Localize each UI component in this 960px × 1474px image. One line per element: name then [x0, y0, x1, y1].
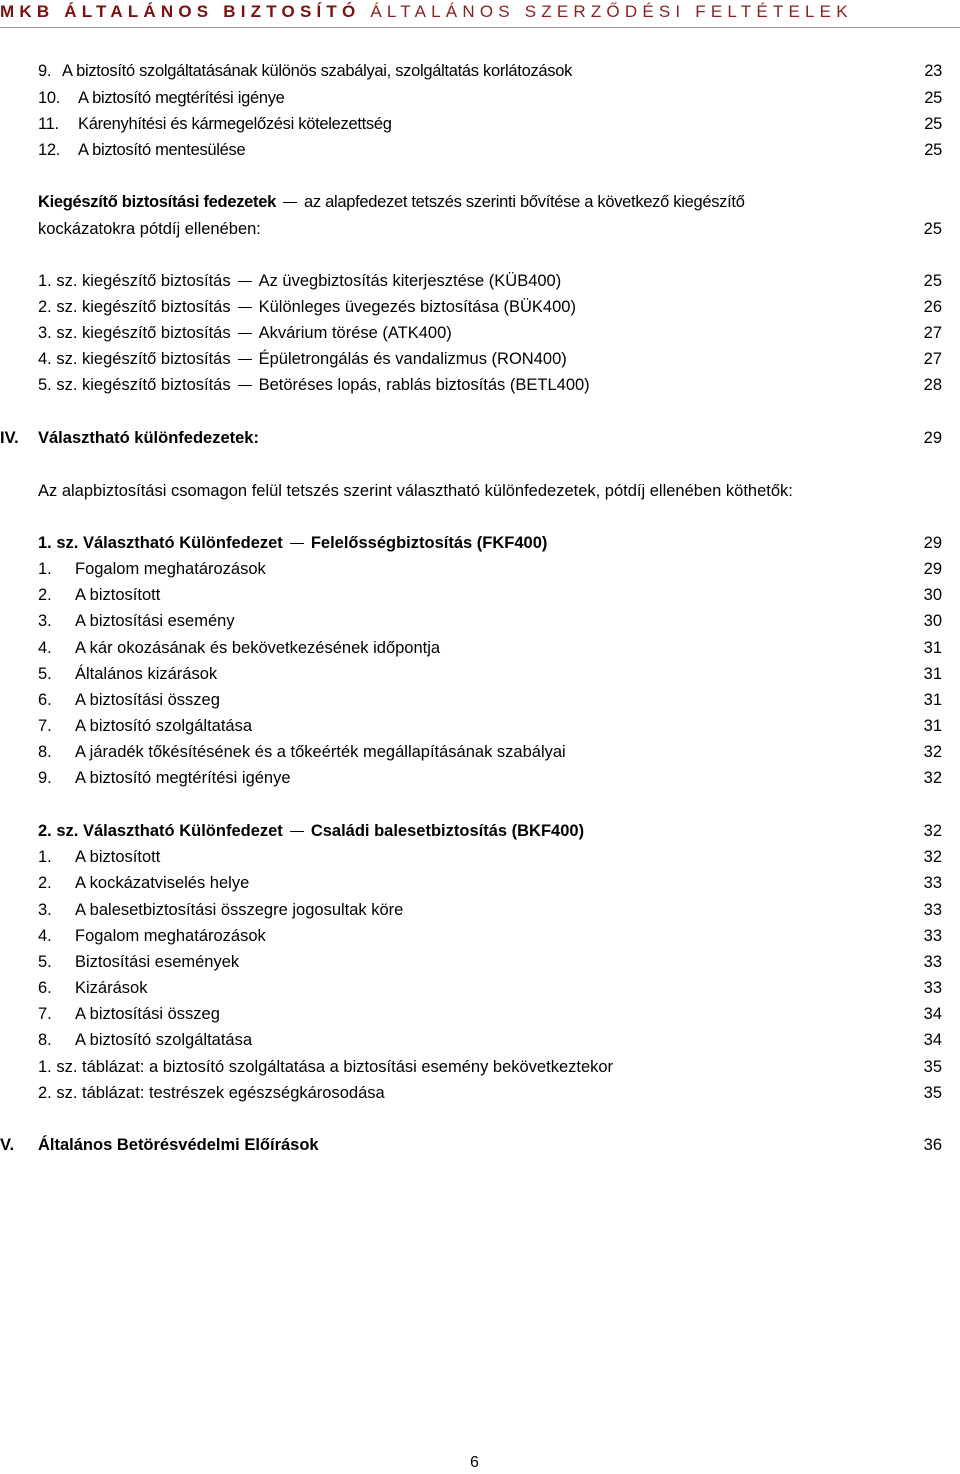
toc-title: A járadék tőkésítésének és a tőkeérték megállapításának szabályai: [75, 743, 566, 761]
toc-entry[interactable]: [0, 924, 960, 948]
toc-title: Betöréses lopás, rablás biztosítás (BETL400): [258, 376, 590, 394]
toc-title: Fogalom meghatározások: [75, 560, 266, 578]
toc-entry[interactable]: [0, 295, 960, 319]
toc-title: Kizárások: [75, 979, 148, 997]
toc-entry[interactable]: [0, 112, 960, 136]
toc-title: Biztosítási események: [75, 953, 240, 971]
toc-title: A balesetbiztosítási összegre jogosultak köre: [75, 901, 404, 919]
toc-page: 30: [923, 612, 942, 630]
toc-number: 5.: [38, 953, 52, 971]
toc-title: A biztosító mentesülése: [78, 141, 246, 159]
toc-number: 12.: [38, 141, 61, 159]
toc-page: 35: [923, 1058, 942, 1076]
toc-page: 31: [923, 717, 942, 735]
toc-page: 30: [923, 586, 942, 604]
toc-entry[interactable]: [0, 86, 960, 110]
toc-title: A biztosító szolgáltatása: [75, 1031, 253, 1049]
toc-number: 9.: [38, 62, 52, 80]
toc-entry[interactable]: [0, 871, 960, 895]
subsection-title: Családi balesetbiztosítás (BKF400): [310, 822, 585, 840]
toc-number: 3.: [38, 901, 52, 919]
toc-number: 10.: [38, 89, 61, 107]
toc-entry[interactable]: [0, 898, 960, 922]
toc-title: A biztosítási összeg: [75, 691, 220, 709]
toc-entry[interactable]: [0, 583, 960, 607]
toc-prefix: 1. sz. kiegészítő biztosítás: [38, 272, 231, 290]
toc-number: 4.: [38, 927, 52, 945]
dash-separator: [283, 202, 297, 203]
toc-title: A biztosító szolgáltatásának különös szabályai, szolgáltatás korlátozások: [62, 62, 573, 80]
toc-page: 25: [924, 89, 942, 107]
toc-entry[interactable]: [0, 1081, 960, 1105]
toc-title: A kockázatviselés helye: [75, 874, 250, 892]
toc-page: 29: [923, 560, 942, 578]
toc-number: 1.: [38, 560, 52, 578]
toc-page: 33: [923, 901, 942, 919]
toc-title: Akvárium törése (ATK400): [258, 324, 452, 342]
toc-section[interactable]: [0, 1133, 960, 1157]
toc-entry[interactable]: [0, 714, 960, 738]
section-number: V.: [0, 1136, 15, 1154]
subsection-title: Felelősségbiztosítás (FKF400): [310, 534, 548, 552]
toc-number: 8.: [38, 743, 52, 761]
section-title: Általános Betörésvédelmi Előírások: [38, 1136, 319, 1154]
supplementary-title: Kiegészítő biztosítási fedezetek: [38, 193, 276, 211]
section-intro: [0, 479, 960, 503]
dash-separator: [238, 359, 252, 360]
toc-entry[interactable]: [0, 662, 960, 686]
toc-entry[interactable]: [0, 1002, 960, 1026]
toc-entry[interactable]: [0, 740, 960, 764]
dash-separator: [238, 307, 252, 308]
toc-title: A biztosító megtérítési igénye: [75, 769, 291, 787]
toc-subsection[interactable]: [0, 819, 960, 843]
toc-page: 31: [923, 691, 942, 709]
toc-entry[interactable]: [0, 59, 960, 83]
toc-page: 25: [923, 220, 942, 238]
supplementary-description: az alapfedezet tetszés szerinti bővítése a következő kiegészítő: [303, 193, 745, 211]
toc-entry[interactable]: [0, 347, 960, 371]
toc-number: 3.: [38, 612, 52, 630]
toc-page: 29: [923, 429, 942, 447]
subsection-prefix: 2. sz. Választható Különfedezet: [38, 822, 283, 840]
supplementary-heading: [0, 190, 960, 214]
page-number: 6: [470, 1454, 479, 1471]
toc-title: 2. sz. táblázat: testrészek egészségkárosodása: [38, 1084, 385, 1102]
toc-number: 2.: [38, 874, 52, 892]
toc-entry[interactable]: [0, 609, 960, 633]
toc-number: 9.: [38, 769, 52, 787]
toc-title: A biztosító megtérítési igénye: [78, 89, 285, 107]
section-number: IV.: [0, 429, 19, 447]
toc-entry[interactable]: [0, 269, 960, 293]
toc-page: 33: [923, 953, 942, 971]
toc-title: A biztosítási összeg: [75, 1005, 220, 1023]
header-rule: [0, 27, 960, 28]
toc-entry[interactable]: [0, 688, 960, 712]
toc-page: 33: [923, 874, 942, 892]
toc-page: 28: [923, 376, 942, 394]
toc-entry[interactable]: [0, 636, 960, 660]
toc-prefix: 4. sz. kiegészítő biztosítás: [38, 350, 231, 368]
section-title: Választható különfedezetek:: [38, 429, 259, 447]
section-intro-text: Az alapbiztosítási csomagon felül tetszés szerint választható különfedezetek, pótdíj ellenében köthetők:: [38, 482, 793, 500]
supplementary-description-cont: kockázatokra pótdíj ellenében:: [38, 220, 261, 238]
dash-separator: [290, 831, 304, 832]
toc-page: 23: [924, 62, 942, 80]
toc-page: 36: [923, 1136, 942, 1154]
toc-number: 5.: [38, 665, 52, 683]
toc-page: 33: [923, 979, 942, 997]
toc-prefix: 3. sz. kiegészítő biztosítás: [38, 324, 231, 342]
company-name: MKB ÁLTALÁNOS BIZTOSÍTÓ: [0, 2, 361, 21]
dash-separator: [238, 333, 252, 334]
toc-number: 7.: [38, 717, 52, 735]
toc-number: 2.: [38, 586, 52, 604]
toc-page: 32: [923, 743, 942, 761]
toc-entry[interactable]: [0, 976, 960, 1000]
toc-title: 1. sz. táblázat: a biztosító szolgáltatása a biztosítási esemény bekövetkeztekor: [38, 1058, 614, 1076]
toc-title: Fogalom meghatározások: [75, 927, 266, 945]
toc-entry[interactable]: [0, 138, 960, 162]
toc-page: 33: [923, 927, 942, 945]
toc-page: 32: [923, 848, 942, 866]
dash-separator: [290, 543, 304, 544]
toc-title: Épületrongálás és vandalizmus (RON400): [258, 350, 567, 368]
toc-title: Az üvegbiztosítás kiterjesztése (KÜB400): [258, 272, 562, 290]
toc-page: 25: [924, 115, 942, 133]
document-title: ÁLTALÁNOS SZERZŐDÉSI FELTÉTELEK: [370, 2, 853, 21]
subsection-prefix: 1. sz. Választható Különfedezet: [38, 534, 283, 552]
toc-section[interactable]: [0, 426, 960, 450]
toc-entry[interactable]: [0, 1055, 960, 1079]
toc-entry[interactable]: [0, 321, 960, 345]
toc-entry[interactable]: [0, 766, 960, 790]
toc-title: Kárenyhítési és kármegelőzési kötelezettség: [78, 115, 392, 133]
toc-page: 34: [923, 1031, 942, 1049]
toc-page: 26: [923, 298, 942, 316]
toc-prefix: 2. sz. kiegészítő biztosítás: [38, 298, 231, 316]
toc-page: 35: [923, 1084, 942, 1102]
toc-page: 31: [923, 639, 942, 657]
dash-separator: [238, 281, 252, 282]
toc-subsection[interactable]: [0, 531, 960, 555]
toc-page: 34: [923, 1005, 942, 1023]
toc-page: 27: [923, 350, 942, 368]
toc-title: A biztosítási esemény: [75, 612, 235, 630]
toc-title: A kár okozásának és bekövetkezésének időpontja: [75, 639, 441, 657]
toc-number: 7.: [38, 1005, 52, 1023]
toc-entry[interactable]: [0, 1028, 960, 1052]
toc-title: Általános kizárások: [75, 665, 218, 683]
toc-number: 1.: [38, 848, 52, 866]
toc-number: 8.: [38, 1031, 52, 1049]
toc-page: 32: [923, 822, 942, 840]
dash-separator: [238, 385, 252, 386]
toc-number: 6.: [38, 691, 52, 709]
toc-number: 4.: [38, 639, 52, 657]
toc-title: A biztosított: [75, 586, 161, 604]
toc-page: 25: [924, 141, 942, 159]
supplementary-heading-line2[interactable]: [0, 217, 960, 241]
toc-page: 31: [923, 665, 942, 683]
toc-title: Különleges üvegezés biztosítása (BÜK400): [258, 298, 576, 316]
toc-page: 27: [923, 324, 942, 342]
document-header: [0, 0, 960, 26]
toc-prefix: 5. sz. kiegészítő biztosítás: [38, 376, 231, 394]
toc-entry[interactable]: [0, 950, 960, 974]
toc-page: 32: [923, 769, 942, 787]
toc-entry[interactable]: [0, 845, 960, 869]
toc-page: 25: [923, 272, 942, 290]
toc-title: A biztosító szolgáltatása: [75, 717, 253, 735]
toc-entry[interactable]: [0, 373, 960, 397]
toc-title: A biztosított: [75, 848, 161, 866]
toc-page: 29: [923, 534, 942, 552]
toc-entry[interactable]: [0, 557, 960, 581]
toc-number: 6.: [38, 979, 52, 997]
toc-number: 11.: [38, 115, 59, 133]
